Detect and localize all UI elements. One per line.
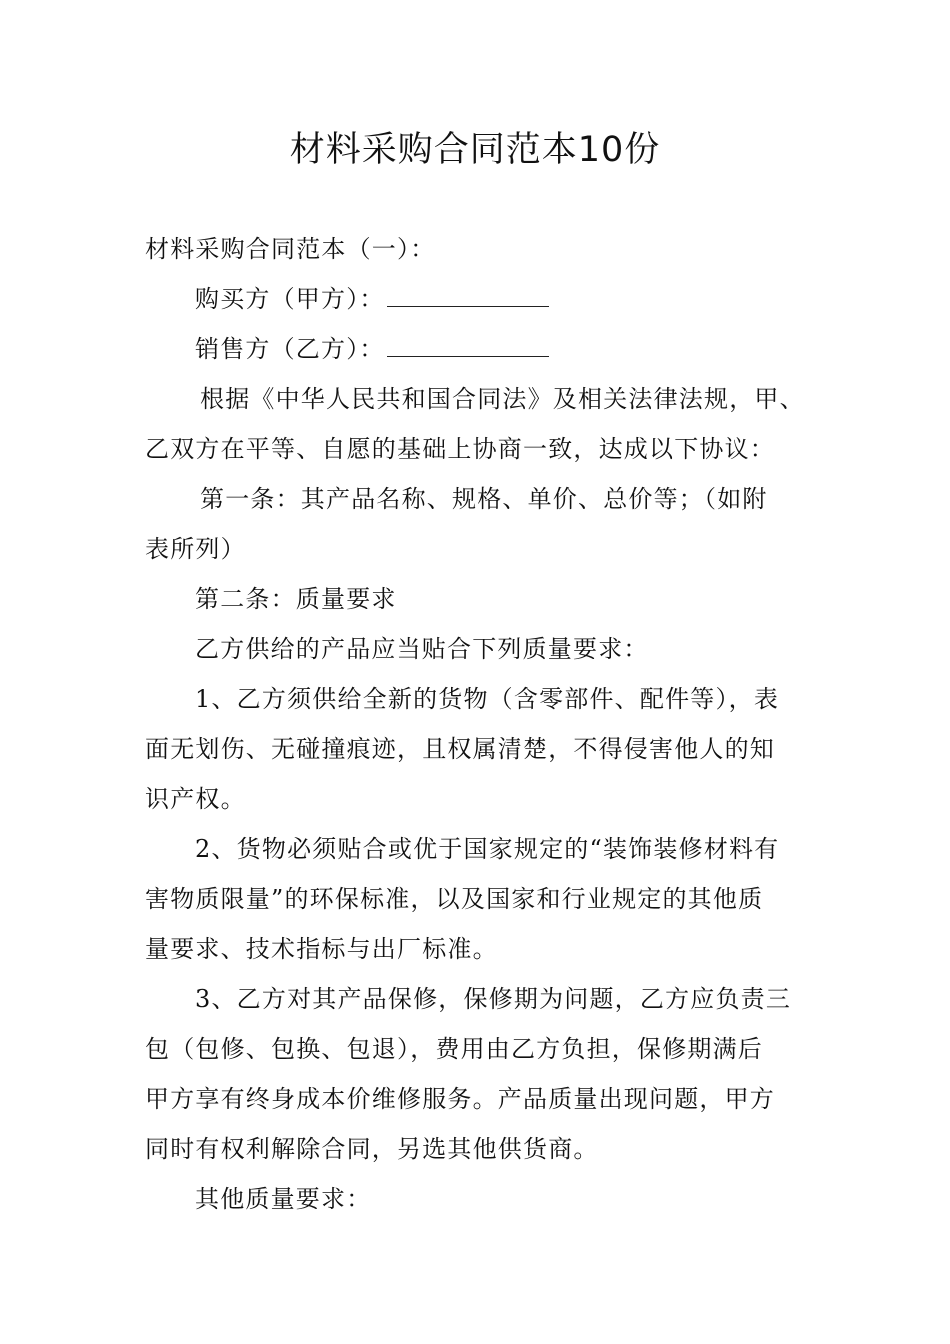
body-line: 2、货物必须贴合或优于国家规定的“装饰装修材料有 [195, 835, 780, 863]
seller-line [195, 334, 549, 364]
body-line: 1、乙方须供给全新的货物（含零部件、配件等），表 [195, 685, 780, 713]
body-line: 其他质量要求： [195, 1185, 372, 1213]
body-line: 第一条：其产品名称、规格、单价、总价等；（如附 [200, 485, 768, 513]
document-title: 材料采购合同范本10份 [289, 130, 661, 170]
buyer-label: 购买方（甲方）： [195, 285, 385, 313]
body-line: 乙方供给的产品应当贴合下列质量要求： [195, 635, 649, 663]
body-line: 面无划伤、无碰撞痕迹，且权属清楚，不得侵害他人的知 [145, 735, 775, 763]
buyer-line [195, 284, 549, 314]
buyer-blank [387, 284, 549, 307]
body-line: 同时有权利解除合同，另选其他供货商。 [145, 1135, 599, 1163]
seller-label: 销售方（乙方）： [195, 335, 385, 363]
body-line: 乙双方在平等、自愿的基础上协商一致，达成以下协议： [145, 435, 775, 463]
body-line: 害物质限量”的环保标准，以及国家和行业规定的其他质 [145, 885, 764, 913]
body-line: 量要求、技术指标与出厂标准。 [145, 935, 498, 963]
body-line: 第二条：质量要求 [195, 585, 397, 613]
seller-blank [387, 334, 549, 357]
body-line: 根据《中华人民共和国合同法》及相关法律法规，甲、 [200, 385, 805, 413]
section-heading: 材料采购合同范本（一）： [145, 235, 436, 263]
body-line: 甲方享有终身成本价维修服务。产品质量出现问题，甲方 [145, 1085, 775, 1113]
body-line: 包（包修、包换、包退），费用由乙方负担，保修期满后 [145, 1035, 763, 1063]
body-line: 3、乙方对其产品保修，保修期为问题，乙方应负责三 [195, 985, 792, 1013]
body-line: 识产权。 [145, 785, 246, 813]
body-line: 表所列） [145, 535, 246, 563]
